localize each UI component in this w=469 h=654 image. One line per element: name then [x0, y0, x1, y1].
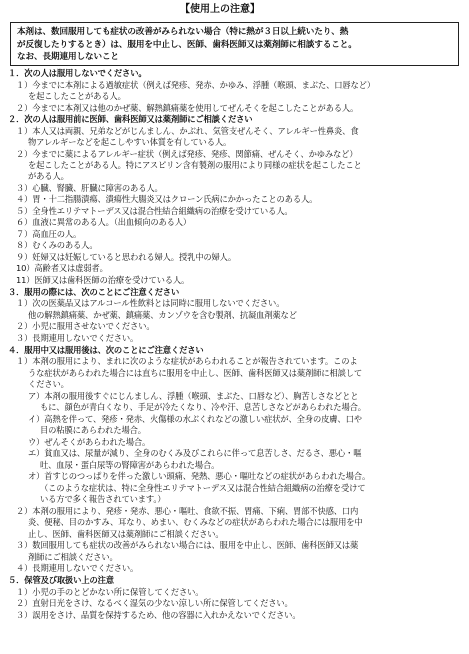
precaution-line: ２）直射日光をさけ、なるべく湿気の少ない涼しい所に保管してください。 [16, 598, 293, 608]
precaution-line: 他の解熱鎮痛薬、かぜ薬、鎮痛薬、カンゾウを含む製剤、抗凝血剤薬など [28, 310, 297, 320]
precaution-line: を起こしたことがある人。 [28, 91, 126, 101]
section-heading: ４．服用中又は服用後は、次のことにご注意ください [8, 345, 204, 355]
precaution-line: ９）妊婦又は妊娠していると思われる婦人。授乳中の婦人。 [16, 252, 236, 262]
notice-line: 本剤は、数回服用しても症状の改善がみられない場合（特に熱が３日以上続いたり、熱 [17, 27, 349, 37]
precaution-line: 止し、医師、歯科医師又は薬剤師にご相談ください。 [28, 529, 224, 539]
precaution-line: ４）胃・十二指腸潰瘍、潰瘍性大腸炎又はクローン氏病にかかったことのある人。 [16, 194, 318, 204]
precaution-line: ３）数回服用しても症状の改善がみられない場合には、服用を中止し、医師、歯科医師又は薬 [16, 540, 359, 550]
precaution-line: ウ）ぜんそくがあらわれた場合。 [28, 437, 151, 447]
precaution-line: ４）長期連用しないでください。 [16, 563, 139, 573]
precaution-line: うな症状があらわれた場合には直ちに服用を中止し、医師、歯科医師又は薬剤師に相談して [28, 368, 363, 378]
precaution-line: ２）今までに薬によるアレルギー症状（例えば発疹、発疹、関節痛、ぜんそく、かゆみなど） [16, 149, 358, 159]
precaution-line: いる方で多く報告されています。） [40, 494, 166, 504]
document-title: 【使用上の注意】 [180, 4, 260, 15]
precaution-line: を起こしたことがある人。特にアスピリン含有製剤の服用により同様の症状を起こしたこと [28, 160, 362, 170]
precaution-line: ５）全身性エリテマトーデス又は混合性結合組織病の治療を受けている人。 [16, 206, 293, 216]
precaution-line: エ）貧血又は、尿量が減り、全身のむくみ及びこれらに伴って息苦しさ、だるさ、悪心・嘔 [28, 448, 362, 458]
precaution-line: ３）長期連用しないでください。 [16, 333, 139, 343]
precaution-line: １）本人又は両親、兄弟などがじんましん、かぶれ、気管支ぜんそく、アレルギー性鼻炎、食 [16, 126, 359, 136]
precaution-line: 吐、血尿・蛋白尿等の腎障害があらわれた場合。 [40, 460, 220, 470]
section-heading: ３．服用の際には、次のことにご注意ください [8, 287, 180, 297]
precaution-line: ７）高血圧の人。 [16, 229, 82, 239]
notice-line: なお、長期連用しないこと [17, 52, 119, 62]
precaution-line: イ）高熱を伴って、発疹・発赤、火傷様の水ぶくれなどの激しい症状が、全身の皮膚、口や [28, 414, 362, 424]
precaution-line: がある人。 [28, 171, 69, 181]
precaution-line: ３）心臓、腎臓、肝臓に障害のある人。 [16, 183, 163, 193]
precaution-line: 炎、便秘、目のかすみ、耳なり、めまい、むくみなどの症状があらわれた場合には服用を中 [28, 517, 363, 527]
precaution-line: 物アレルギーなどを起こしやすい体質を有している人。 [28, 137, 232, 147]
precaution-line: 目の粘膜にあらわれた場合。 [40, 425, 146, 435]
precaution-line: １）今までに本剤による過敏症状（例えば発疹、発赤、かゆみ、浮腫（喉頭、まぶた、口唇など） [16, 80, 375, 90]
precaution-line: 10）高齢者又は虚弱者。 [16, 263, 108, 273]
precaution-line: ３）誤用をさけ、品質を保持するため、他の容器に入れかえないでください。 [16, 610, 301, 620]
notice-box [10, 22, 459, 66]
precaution-line: 11）医師又は歯科医師の治療を受けている人。 [16, 275, 190, 285]
notice-line: が反復したりするとき）は、服用を中止し、医師、歯科医師又は薬剤師に相談すること。 [17, 39, 357, 50]
precaution-line: ２）小児に服用させないでください。 [16, 321, 155, 331]
precaution-line: ８）むくみのある人。 [16, 240, 98, 250]
precaution-line: （このような症状は、特に全身性エリテマトーデス又は混合性結合組織病の治療を受けて [40, 483, 366, 493]
precaution-line: もに、顔色が青白くなり、手足が冷たくなり、冷や汗、息苦しさなどがあらわれた場合。 [40, 402, 366, 412]
precaution-line: ２）本剤の服用により、発疹・発赤、悪心・嘔吐、食欲不振、胃痛、下痢、胃部不快感、口内 [16, 506, 359, 516]
precaution-line: １）本剤の服用により、まれに次のような症状があらわれることが報告されています。このよ [16, 356, 358, 366]
precaution-line: ア）本剤の服用後すぐにじんましん、浮腫（喉頭、まぶた、口唇など）、胸苦しさなどとと [28, 391, 359, 401]
precaution-line: １）次の医薬品又はアルコール性飲料とは同時に服用しないでください。 [16, 298, 285, 308]
section-heading: １．次の人は服用しないでください。 [8, 68, 147, 78]
section-heading: ２．次の人は服用前に医師、歯科医師又は薬剤師にご相談ください [8, 114, 253, 124]
precaution-line: ２）今までに本剤又は他のかぜ薬、解熱鎮痛薬を使用してぜんそくを起こしたことがある人。 [16, 103, 359, 113]
precaution-line: オ）首すじのつっぱりを伴った激しい頭痛、発熱、悪心・嘔吐などの症状があらわれた場合。 [28, 471, 371, 481]
precaution-line: 剤師にご相談ください。 [28, 552, 118, 562]
precaution-line: １）小児の手のとどかない所に保管してください。 [16, 587, 204, 597]
precaution-line: ください。 [28, 379, 69, 389]
section-heading: ５．保管及び取扱い上の注意 [8, 575, 114, 585]
precaution-line: ６）血液に異常のある人。（出血傾向のある人） [16, 217, 192, 227]
